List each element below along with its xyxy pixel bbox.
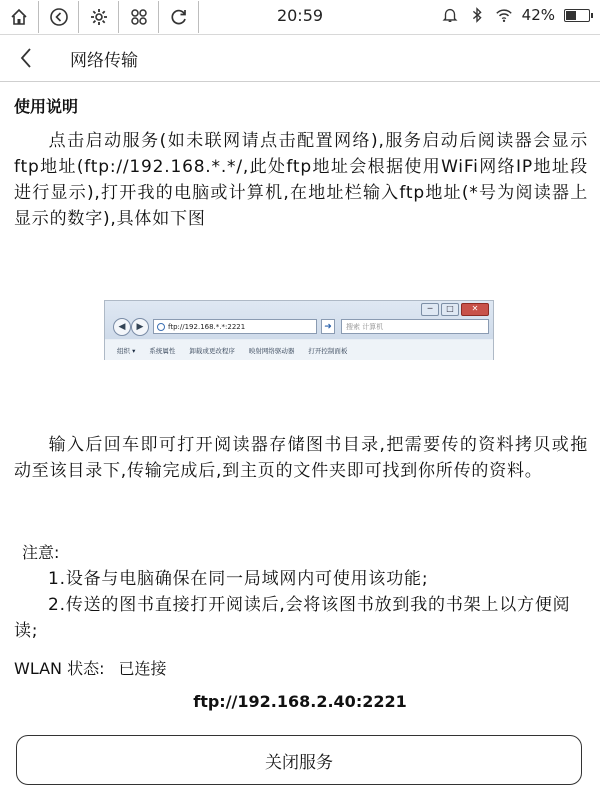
apps-button[interactable] (120, 1, 159, 33)
note-item-2 (14, 592, 588, 644)
go-arrow-icon: ➜ (321, 319, 335, 334)
bluetooth-icon (468, 6, 486, 24)
explorer-title-area (105, 301, 493, 339)
toolbar-map-drive: 映射网络驱动器 (248, 346, 295, 355)
page-title: 网络传输 (70, 51, 138, 71)
note-item-1 (14, 566, 588, 592)
clock: 20:59 (276, 6, 324, 25)
battery-percent: 42% (521, 6, 555, 24)
chevron-left-icon (18, 46, 34, 70)
toolbar-uninstall: 卸载或更改程序 (189, 346, 235, 355)
toolbar-organize: 组织 ▾ (117, 346, 136, 355)
minimize-icon: ─ (421, 303, 439, 316)
refresh-button[interactable] (160, 1, 199, 33)
bell-icon (441, 6, 459, 24)
window-controls (421, 303, 489, 316)
explorer-toolbar (105, 340, 493, 360)
wlan-value: 已连接 (118, 659, 167, 678)
wifi-icon (495, 6, 513, 24)
example-search-box: 搜索 计算机 (341, 319, 489, 334)
status-bar (0, 0, 600, 35)
back-arrow-button[interactable] (12, 43, 40, 73)
battery-icon (564, 9, 590, 22)
refresh-icon (169, 7, 189, 27)
nav-forward-icon: ▶ (131, 318, 149, 336)
note-item-2-text: 2.传送的图书直接打开阅读后,会将该图书放到我的书架上以方便阅读; (14, 595, 571, 641)
wlan-label: WLAN 状态: (14, 659, 105, 678)
apps-icon (129, 7, 149, 27)
home-button[interactable] (0, 1, 39, 33)
title-bar (0, 35, 600, 82)
toolbar-system-properties: 系统属性 (149, 346, 176, 355)
close-icon: ✕ (461, 303, 489, 316)
notes-heading: 注意: (22, 543, 60, 562)
instructions-paragraph-2 (14, 432, 588, 484)
back-button[interactable] (40, 1, 79, 33)
paragraph-1-text: 点击启动服务(如未联网请点击配置网络),服务启动后阅读器会显示ftp地址(ftp://192.168.*.*/,此处ftp地址会根据使用WiFi网络IP地址段进行显示),打开我的电脑或计算机,在地址栏输入ftp地址(*号为阅读器上显示的数字),具体如下图 (14, 131, 588, 229)
back-circle-icon (49, 7, 69, 27)
gear-icon (89, 7, 109, 27)
settings-button[interactable] (80, 1, 119, 33)
example-address-text: ftp://192.168.*.*:2221 (168, 323, 246, 331)
paragraph-2-text: 输入后回车即可打开阅读器存储图书目录,把需要传的资料拷贝或拖动至该目录下,传输完成后,到主页的文件夹即可找到你所传的资料。 (14, 435, 588, 481)
note-item-1-text: 1.设备与电脑确保在同一局域网内可使用该功能; (48, 569, 429, 589)
example-explorer-window (104, 300, 494, 360)
nav-back-icon: ◀ (113, 318, 131, 336)
instructions-heading: 使用说明 (14, 97, 79, 116)
ftp-address: ftp://192.168.2.40:2221 (193, 692, 407, 711)
maximize-icon: □ (441, 303, 459, 316)
example-address-bar (153, 319, 317, 334)
ie-icon (157, 323, 165, 331)
home-icon (9, 7, 29, 27)
close-service-button[interactable]: 关闭服务 (16, 735, 582, 785)
wlan-status (14, 656, 167, 679)
toolbar-control-panel: 打开控制面板 (308, 346, 348, 355)
instructions-paragraph-1 (14, 128, 588, 232)
